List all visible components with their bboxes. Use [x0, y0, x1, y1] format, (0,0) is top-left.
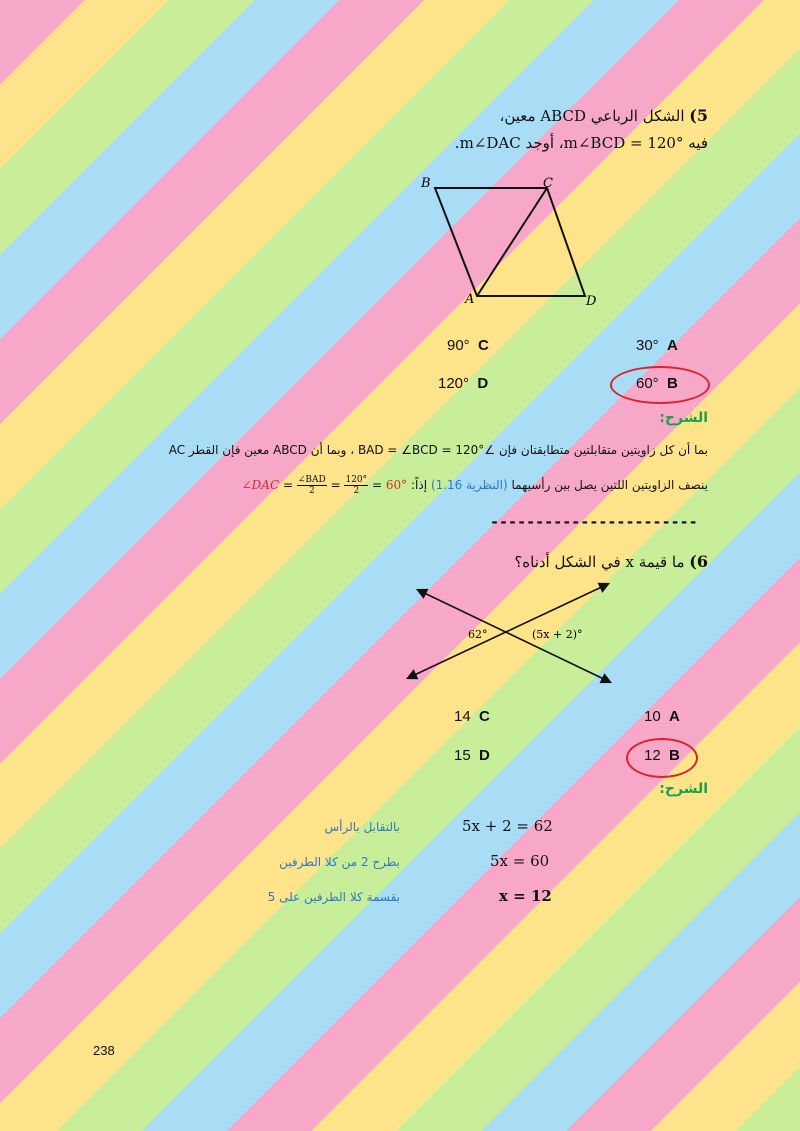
- page-number: 238: [93, 1043, 115, 1058]
- eq-result: 60°: [385, 478, 408, 492]
- choice-letter: B: [669, 747, 680, 764]
- choice-value: 30°: [636, 337, 659, 354]
- eq-sign: =: [330, 478, 341, 492]
- frac-num: 120°: [345, 475, 368, 485]
- choice-value: 10: [644, 708, 661, 725]
- choice-value: 90°: [447, 337, 470, 354]
- choice-letter: A: [669, 708, 680, 725]
- theorem-ref: (النظرية 1.16): [430, 478, 508, 492]
- q6-choice-b[interactable]: [644, 747, 680, 764]
- q6-statement: ما قيمة x في الشكل أدناه؟: [514, 553, 685, 571]
- explain-then: إذاً:: [410, 478, 428, 492]
- eq-frac1: [297, 475, 327, 496]
- choice-value: 14: [454, 708, 471, 725]
- vertex-d-label: D: [586, 294, 597, 309]
- q6-number: 6): [689, 552, 708, 571]
- rhombus-figure: [415, 170, 605, 310]
- q6-line: [288, 552, 708, 571]
- step-1-equation: 5x + 2 = 62: [462, 817, 553, 835]
- angle-5x2-label: (5x + 2)°: [532, 628, 583, 641]
- q5-number: 5): [689, 106, 708, 125]
- frac-den: 2: [353, 486, 360, 496]
- vertex-a-label: A: [465, 292, 475, 307]
- q5-choice-d[interactable]: [438, 375, 488, 392]
- eq-sign: =: [371, 478, 383, 492]
- choice-value: 12: [644, 747, 661, 764]
- q6-choice-d[interactable]: [454, 747, 490, 764]
- angle-62-label: 62°: [468, 628, 488, 641]
- eq-sign: =: [282, 478, 294, 492]
- intersecting-lines-figure: [400, 580, 625, 690]
- step-1-reason: بالتقابل بالرأس: [324, 820, 400, 834]
- q5-choice-c[interactable]: [447, 337, 489, 354]
- choice-value: 60°: [636, 375, 659, 392]
- q6-choice-a[interactable]: [644, 708, 680, 725]
- step-3-reason: بقسمة كلا الطرفين على 5: [267, 890, 400, 904]
- step-3-equation: x = 12: [499, 887, 552, 905]
- rhombus-shape: [435, 188, 585, 296]
- choice-value: 120°: [438, 375, 470, 392]
- q5-choice-b[interactable]: [636, 375, 678, 392]
- choice-letter: B: [667, 375, 678, 392]
- vertex-b-label: B: [421, 176, 431, 191]
- q6-explain-heading: الشرح:: [659, 781, 708, 797]
- result-equation: [242, 475, 408, 496]
- diagonal-ac: [477, 188, 547, 296]
- q5-statement: الشكل الرباعي ABCD معين،: [499, 107, 685, 125]
- vertex-c-label: C: [543, 176, 553, 191]
- choice-value: 15: [454, 747, 471, 764]
- eq-frac2: [344, 475, 368, 496]
- choice-letter: A: [667, 337, 678, 354]
- eq-lhs: ∠DAC: [241, 478, 280, 492]
- choice-letter: D: [477, 375, 489, 392]
- choice-letter: C: [478, 337, 489, 354]
- choice-letter: D: [479, 747, 490, 764]
- q5-line1: [288, 106, 708, 125]
- section-separator: -----------------------: [490, 513, 698, 531]
- step-2-equation: 5x = 60: [490, 852, 550, 870]
- q5-explain-line1: بما أن كل زاويتين متقابلتين متطابقتان فإن ∠BAD = ∠BCD = 120° ، وبما أن ABCD معين فإن القطر AC: [168, 443, 708, 457]
- q5-explain-line2: [68, 475, 708, 496]
- frac-den: 2: [308, 486, 315, 496]
- q5-choice-a[interactable]: [636, 337, 678, 354]
- step-2-reason: بطرح 2 من كلا الطرفين: [279, 855, 400, 869]
- q6-choice-c[interactable]: [454, 708, 490, 725]
- frac-num: ∠BAD: [297, 475, 326, 485]
- explain-text: ينصف الزاويتين اللتين يصل بين رأسيهما: [511, 478, 708, 492]
- q5-line2: فيه m∠BCD = 120°، أوجد m∠DAC.: [454, 134, 708, 152]
- q5-explain-heading: الشرح:: [659, 410, 708, 426]
- choice-letter: C: [479, 708, 490, 725]
